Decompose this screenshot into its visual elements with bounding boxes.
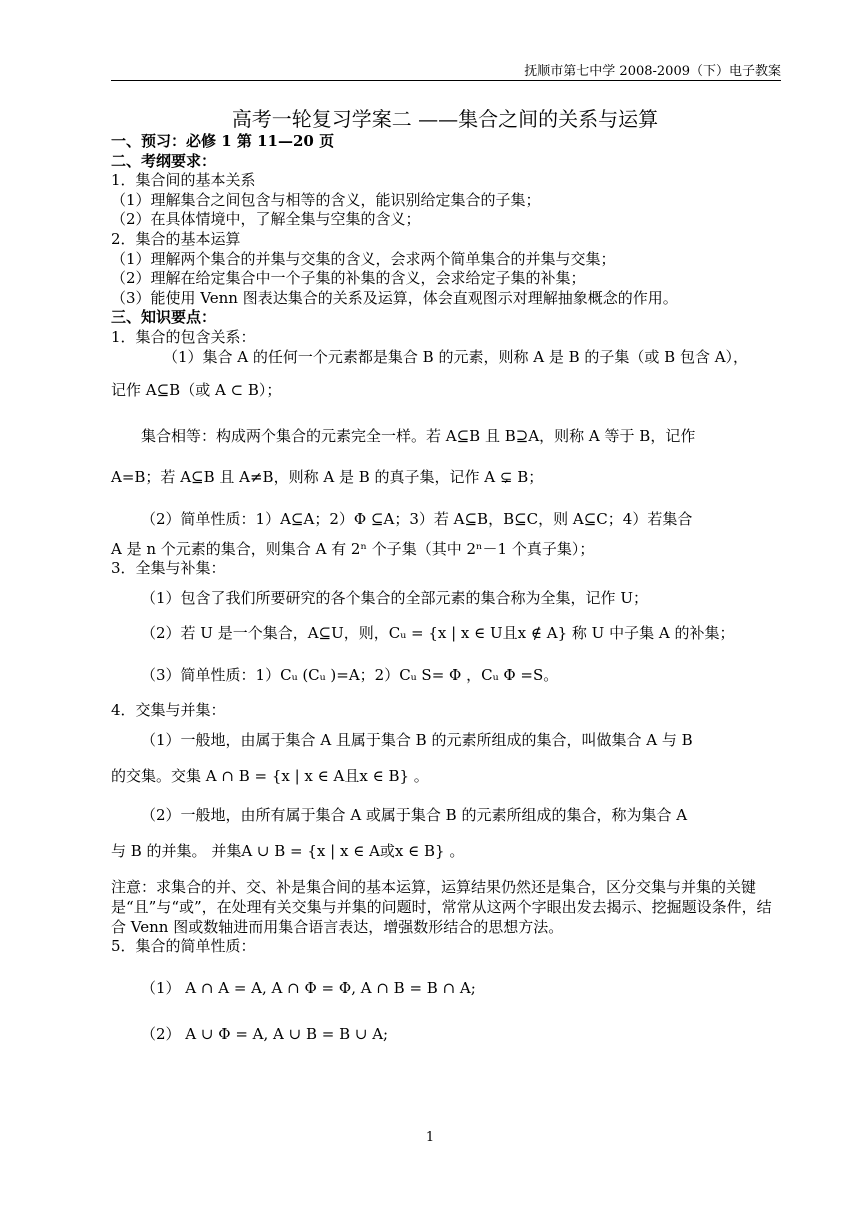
property-2-formula: （2） A ∪ Φ = A, A ∪ B = B ∪ A; xyxy=(141,1024,389,1043)
universal-set-definition: （1）包含了我们所要研究的各个集合的全部元素的集合称为全集，记作 U； xyxy=(141,588,648,607)
note-paragraph: 注意：求集合的并、交、补是集合间的基本运算，运算结果仍然还是集合，区分交集与并集的关键是“且”与“或”，在处理有关交集与并集的问题时，常常从这两个字眼出发去揭示、挖掘题设条件，结合 Venn 图或数轴进而用集合语言表达，增强数形结合的思想方法。 xyxy=(111,878,772,937)
section-knowledge-heading: 三、知识要点： xyxy=(111,308,217,327)
union-definition-line-2: 与 B 的并集。 并集A ∪ B = {x | x ∈ A或x ∈ B} 。 xyxy=(111,841,465,860)
simple-properties-line-1: （2）简单性质：1）A⊆A；2）Φ ⊆A；3）若 A⊆B，B⊆C，则 A⊆C；4）若集合 xyxy=(141,509,693,528)
requirement-2-item-1: （1）理解两个集合的并集与交集的含义，会求两个简单集合的并集与交集； xyxy=(111,249,616,268)
requirement-1-heading: 1．集合间的基本关系 xyxy=(111,171,256,190)
requirement-2-item-2: （2）理解在给定集合中一个子集的补集的含义，会求给定子集的补集； xyxy=(111,269,586,288)
page-number: 1 xyxy=(425,1130,435,1145)
requirement-2-heading: 2．集合的基本运算 xyxy=(111,229,241,248)
requirement-1-item-1: （1）理解集合之间包含与相等的含义，能识别给定集合的子集； xyxy=(111,190,541,209)
simple-properties-line-2: A 是 n 个元素的集合，则集合 A 有 2ⁿ 个子集（其中 2ⁿ－1 个真子集）； xyxy=(111,539,595,558)
set-equality-line-2: A=B；若 A⊆B 且 A≠B，则称 A 是 B 的真子集，记作 A ⊊ B； xyxy=(111,468,544,487)
knowledge-5-heading: 5．集合的简单性质： xyxy=(111,937,256,956)
property-1-formula: （1） A ∩ A = A, A ∩ Φ = Φ, A ∩ B = B ∩ A; xyxy=(141,979,476,998)
knowledge-1-heading: 1．集合的包含关系： xyxy=(111,327,256,346)
section-preview: 一、预习：必修 1 第 11—20 页 xyxy=(111,132,335,150)
set-equality-line-1: 集合相等：构成两个集合的元素完全一样。若 A⊆B 且 B⊇A，则称 A 等于 B，记作 xyxy=(141,426,696,445)
document-body xyxy=(111,106,779,1044)
requirement-2-item-3: （3）能使用 Venn 图表达集合的关系及运算，体会直观图示对理解抽象概念的作用。 xyxy=(111,288,678,307)
knowledge-4-heading: 4．交集与并集： xyxy=(111,701,226,720)
subset-definition-line-1: （1）集合 A 的任何一个元素都是集合 B 的元素，则称 A 是 B 的子集（或 B 包含 A）， xyxy=(163,347,749,366)
section-requirements-heading: 二、考纲要求： xyxy=(111,151,217,170)
intersection-definition-line-1: （1）一般地，由属于集合 A 且属于集合 B 的元素所组成的集合，叫做集合 A 与 B xyxy=(141,731,693,750)
knowledge-3-heading: 3．全集与补集： xyxy=(111,559,226,578)
complement-definition: （2）若 U 是一个集合，A⊆U，则，Cᵤ = {x | x ∈ U且x ∉ A} 称 U 中子集 A 的补集； xyxy=(141,624,735,643)
union-definition-line-1: （2）一般地，由所有属于集合 A 或属于集合 B 的元素所组成的集合，称为集合 A xyxy=(141,806,688,825)
document-title: 高考一轮复习学案二 ——集合之间的关系与运算 xyxy=(231,107,659,131)
header-rule xyxy=(111,80,781,81)
complement-properties: （3）简单性质：1）Cᵤ (Cᵤ )=A；2）Cᵤ S= Φ ，Cᵤ Φ =S。 xyxy=(141,665,559,684)
page-header: 抚顺市第七中学 2008-2009（下）电子教案 xyxy=(524,64,781,79)
intersection-definition-line-2: 的交集。交集 A ∩ B = {x | x ∈ A且x ∈ B} 。 xyxy=(111,766,429,785)
requirement-1-item-2: （2）在具体情境中，了解全集与空集的含义； xyxy=(111,210,421,229)
subset-definition-line-2: 记作 A⊆B（或 A ⊂ B）； xyxy=(111,381,282,400)
